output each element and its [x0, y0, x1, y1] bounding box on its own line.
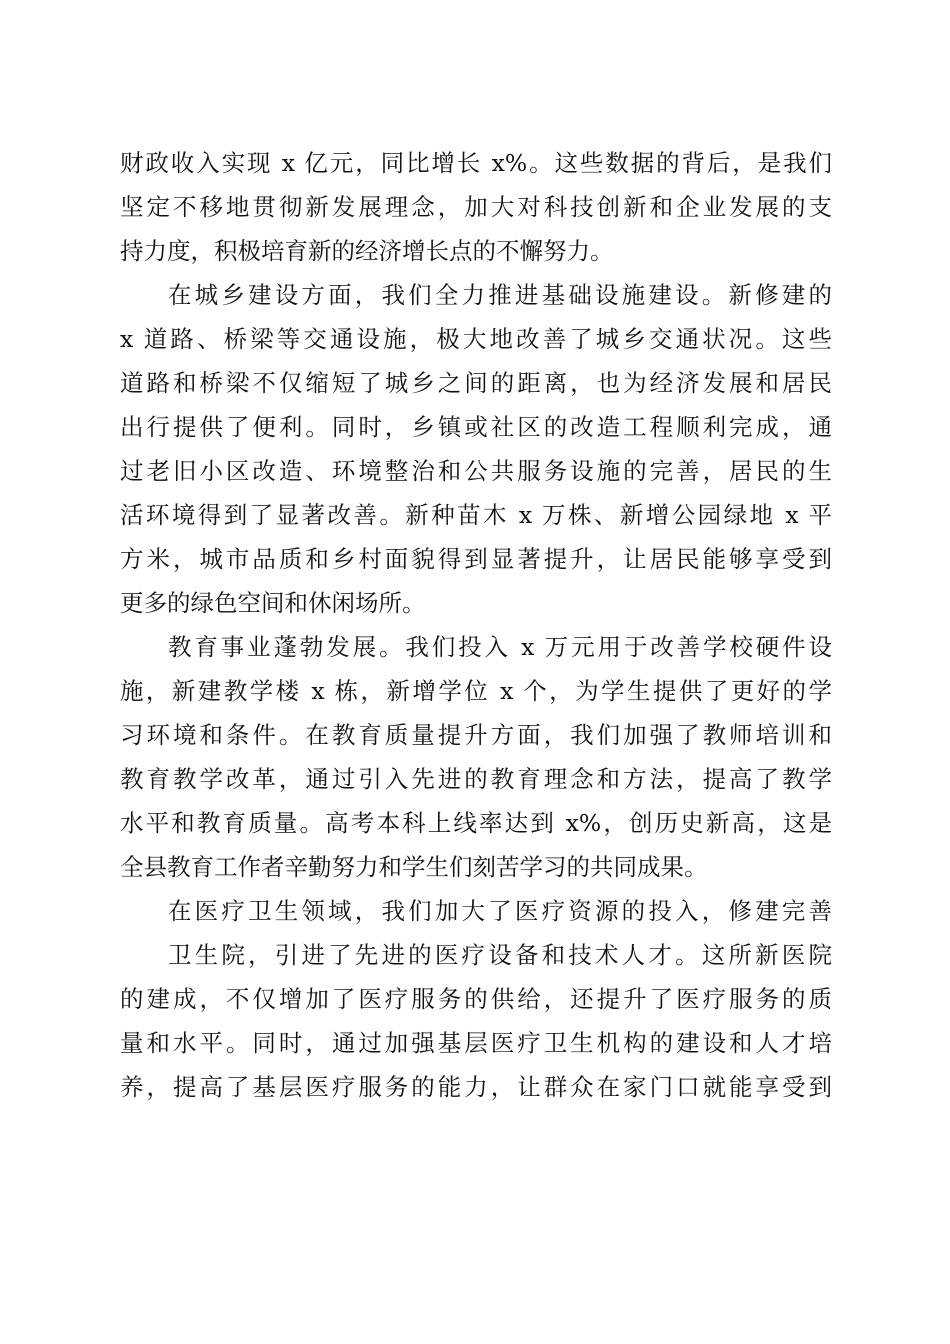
text-line: 方米，城市品质和乡村面貌得到显著提升，让居民能够享受到	[120, 545, 832, 573]
text-line: 的建成，不仅增加了医疗服务的供给，还提升了医疗服务的质	[120, 985, 832, 1013]
text-line: 施，新建教学楼 x 栋，新增学位 x 个，为学生提供了更好的学	[120, 677, 832, 705]
paragraph-first-line: 在城乡建设方面，我们全力推进基础设施建设。新修建的	[168, 281, 832, 309]
text-line: 道路和桥梁不仅缩短了城乡之间的距离，也为经济发展和居民	[120, 369, 832, 397]
text-line: 习环境和条件。在教育质量提升方面，我们加强了教师培训和	[120, 721, 832, 749]
body-text	[120, 141, 832, 1109]
text-line: 养，提高了基层医疗服务的能力，让群众在家门口就能享受到	[120, 1073, 832, 1101]
text-line: 量和水平。同时，通过加强基层医疗卫生机构的建设和人才培	[120, 1029, 832, 1057]
text-line: 财政收入实现 x 亿元，同比增长 x%。这些数据的背后，是我们	[120, 149, 832, 177]
text-line: 出行提供了便利。同时，乡镇或社区的改造工程顺利完成，通	[120, 413, 832, 441]
text-line: x 道路、桥梁等交通设施，极大地改善了城乡交通状况。这些	[120, 325, 832, 353]
text-line: 坚定不移地贯彻新发展理念，加大对科技创新和企业发展的支	[120, 193, 832, 221]
text-line: 更多的绿色空间和休闲场所。	[120, 589, 426, 617]
text-line: 过老旧小区改造、环境整治和公共服务设施的完善，居民的生	[120, 457, 832, 485]
text-line: 水平和教育质量。高考本科上线率达到 x%，创历史新高，这是	[120, 809, 832, 837]
paragraph-first-line: 教育事业蓬勃发展。我们投入 x 万元用于改善学校硬件设	[168, 633, 832, 661]
text-line: 持力度，积极培育新的经济增长点的不懈努力。	[120, 237, 614, 265]
text-line: 教育教学改革，通过引入先进的教育理念和方法，提高了教学	[120, 765, 832, 793]
text-line: 活环境得到了显著改善。新种苗木 x 万株、新增公园绿地 x 平	[120, 501, 832, 529]
text-line: 卫生院，引进了先进的医疗设备和技术人才。这所新医院	[168, 941, 832, 969]
paragraph-first-line: 在医疗卫生领域，我们加大了医疗资源的投入，修建完善	[168, 897, 832, 925]
text-line: 全县教育工作者辛勤努力和学生们刻苦学习的共同成果。	[120, 853, 708, 881]
